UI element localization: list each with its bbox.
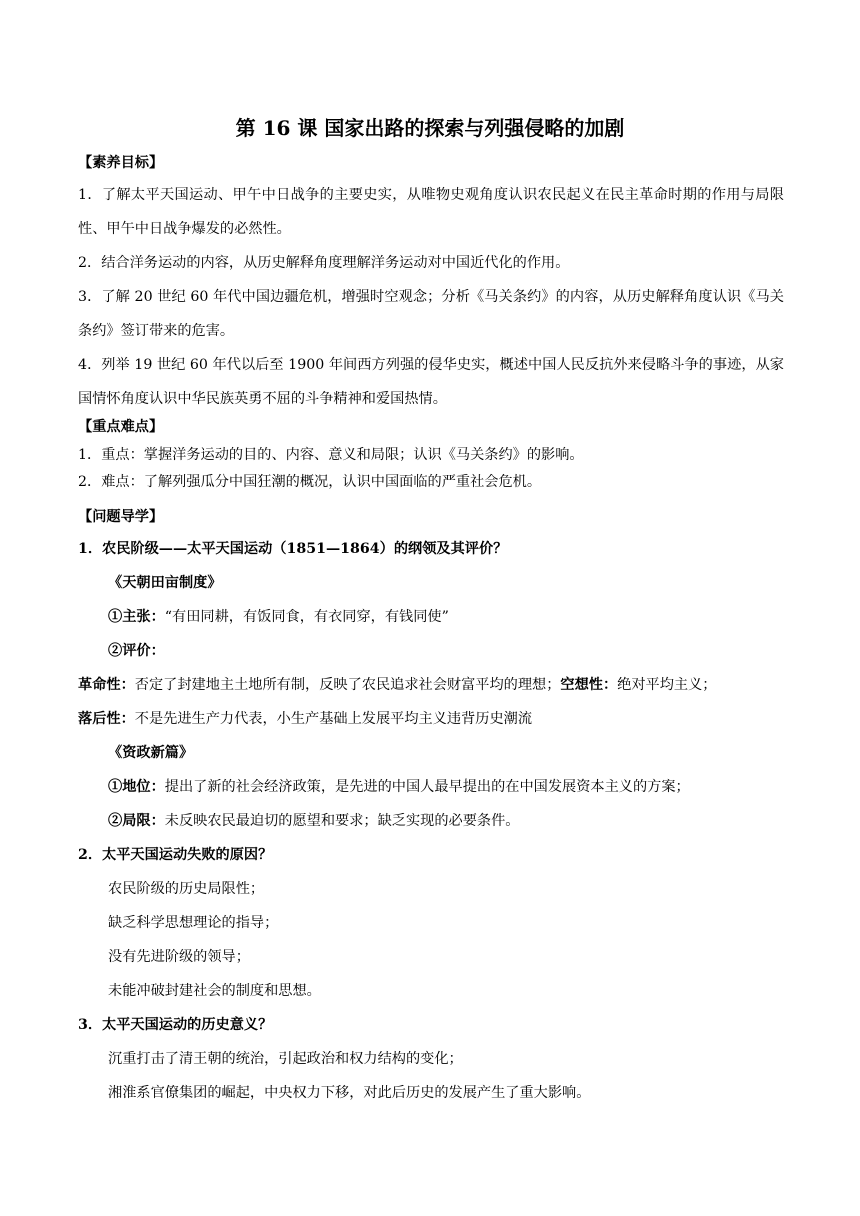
revolutionary-label: 革命性： <box>78 677 135 693</box>
section-heading-key-points: 【重点难点】 <box>78 419 164 435</box>
revolutionary-line <box>78 668 784 702</box>
limit-text: 未反映农民最迫切的愿望和要求；缺乏实现的必要条件。 <box>164 813 520 829</box>
goal-item: 2．结合洋务运动的内容，从历史解释角度理解洋务运动对中国近代化的作用。 <box>78 255 570 271</box>
backward-text: 不是先进生产力代表，小生产基础上发展平均主义违背历史潮流 <box>134 711 533 727</box>
limit-line <box>108 804 784 838</box>
backward-label: 落后性： <box>78 711 135 727</box>
revolutionary-text: 否定了封建地主土地所有制，反映了农民追求社会财富平均的理想； <box>134 677 561 693</box>
doc-title-tianchao: 《天朝田亩制度》 <box>108 575 222 591</box>
limit-label: ②局限： <box>108 813 165 829</box>
key-point-item: 1．重点：掌握洋务运动的目的、内容、意义和局限；认识《马关条约》的影响。 <box>78 447 584 463</box>
section-heading-guide: 【问题导学】 <box>78 509 164 525</box>
status-label: ①地位： <box>108 779 165 795</box>
status-text: 提出了新的社会经济政策，是先进的中国人最早提出的在中国发展资本主义的方案； <box>164 779 690 795</box>
question-3: 3．太平天国运动的历史意义？ <box>78 1017 273 1033</box>
section-heading-goals: 【素养目标】 <box>78 155 164 171</box>
claim-line <box>108 600 784 634</box>
lesson-title: 第 16 课 国家出路的探索与列强侵略的加剧 <box>235 116 625 140</box>
claim-label: ①主张： <box>108 609 165 625</box>
goal-item: 3．了解 20 世纪 60 年代中国边疆危机，增强时空观念；分析《马关条约》的内容，从历史解释角度认识《马关条约》签订带来的危害。 <box>78 289 784 339</box>
key-point-item: 2．难点：了解列强瓜分中国狂潮的概况，认识中国面临的严重社会危机。 <box>78 474 542 490</box>
answer-item: 沉重打击了清王朝的统治，引起政治和权力结构的变化； <box>108 1051 463 1067</box>
question-2: 2．太平天国运动失败的原因？ <box>78 847 273 863</box>
document-body <box>78 152 784 1110</box>
answer-item: 缺乏科学思想理论的指导； <box>108 915 279 931</box>
status-line <box>108 770 784 804</box>
question-1: 1．农民阶级——太平天国运动（1851—1864）的纲领及其评价？ <box>78 541 508 557</box>
utopian-label: 空想性： <box>560 677 618 693</box>
doc-title-zizheng: 《资政新篇》 <box>108 745 194 761</box>
answer-item: 湘淮系官僚集团的崛起，中央权力下移，对此后历史的发展产生了重大影响。 <box>108 1085 591 1101</box>
answer-item: 农民阶级的历史局限性； <box>108 881 265 897</box>
claim-text: “有田同耕，有饭同食，有衣同穿，有钱同使” <box>164 609 449 625</box>
utopian-text: 绝对平均主义； <box>617 677 717 693</box>
answer-item: 没有先进阶级的领导； <box>108 949 250 965</box>
backward-line <box>78 702 784 736</box>
goal-item: 4．列举 19 世纪 60 年代以后至 1900 年间西方列强的侵华史实，概述中国人民反抗外来侵略斗争的事迹，从家国情怀角度认识中华民族英勇不屈的斗争精神和爱国热情。 <box>78 357 784 407</box>
eval-label: ②评价： <box>108 643 165 659</box>
answer-item: 未能冲破封建社会的制度和思想。 <box>108 983 321 999</box>
goal-item: 1．了解太平天国运动、甲午中日战争的主要史实，从唯物史观角度认识农民起义在民主革命时期的作用与局限性、甲午中日战争爆发的必然性。 <box>78 187 784 237</box>
